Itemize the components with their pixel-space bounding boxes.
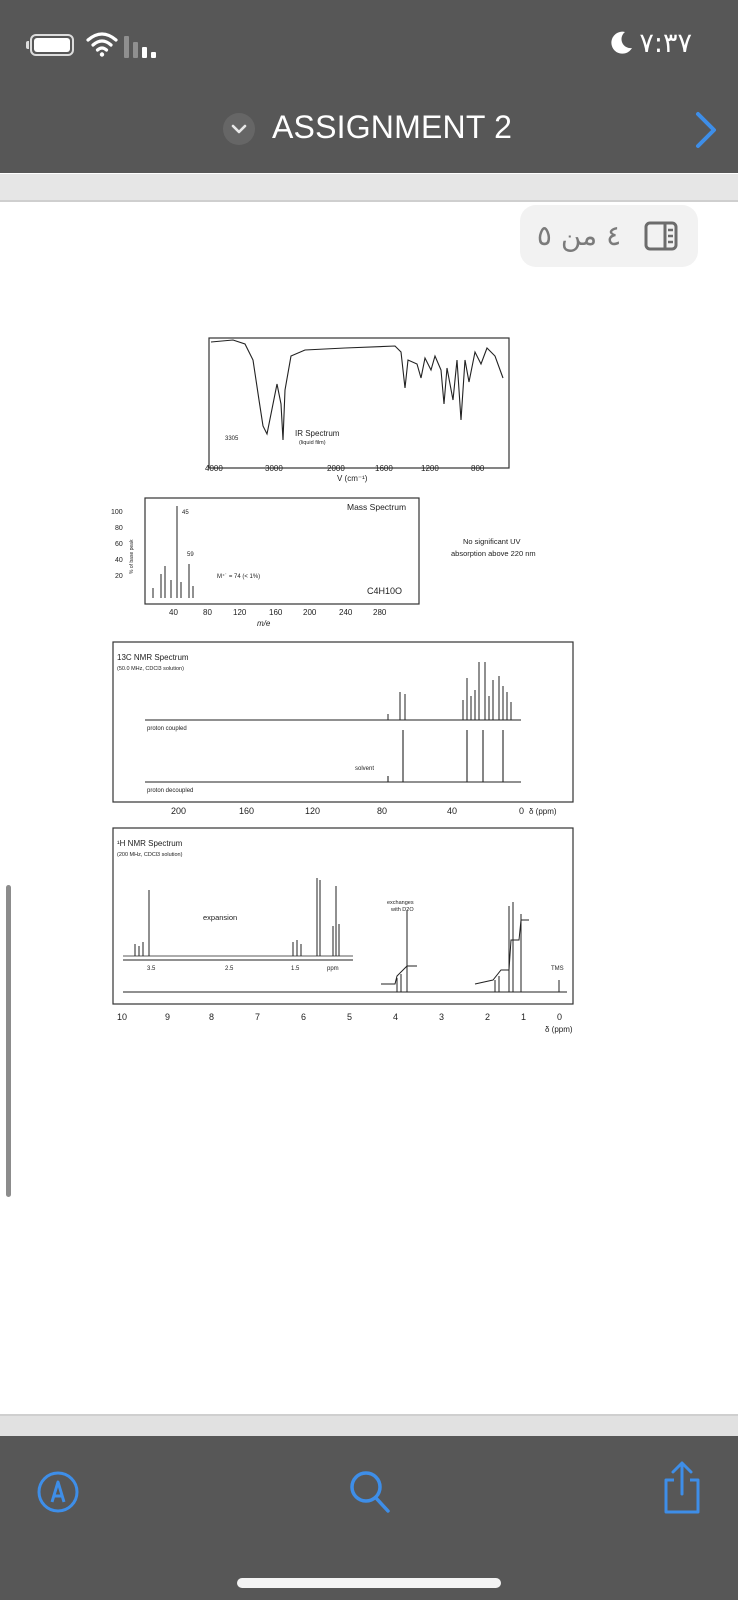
h1-x-tick: 4 <box>393 1012 399 1022</box>
mass-spectrum <box>111 498 419 628</box>
mass-peak-label: 45 <box>182 510 189 516</box>
battery-tip <box>26 41 29 49</box>
chevron-right-icon[interactable] <box>692 110 720 150</box>
page-indicator[interactable] <box>520 205 698 267</box>
mass-x-tick: 120 <box>233 608 247 617</box>
h1-nmr-spectrum <box>113 828 573 1034</box>
document-title[interactable]: ASSIGNMENT 2 <box>272 109 513 145</box>
c13-nmr-spectrum <box>113 642 573 816</box>
mass-y-tick: 40 <box>115 557 123 564</box>
c13-x-axis-label: δ (ppm) <box>529 807 557 816</box>
chevron-down-icon <box>223 113 255 145</box>
share-icon[interactable] <box>660 1460 704 1516</box>
home-indicator[interactable] <box>237 1578 501 1588</box>
ir-x-axis-label: V (cm⁻¹) <box>337 474 368 483</box>
c13-x-tick: 80 <box>377 806 388 816</box>
cellular-signal-icon <box>124 36 160 58</box>
mass-y-tick: 20 <box>115 573 123 580</box>
ir-x-tick: 1600 <box>375 464 393 473</box>
h1-x-tick: 0 <box>557 1012 563 1022</box>
sidebar-thumbnails-icon <box>644 221 678 251</box>
page-top-separator <box>0 174 738 202</box>
h1-expansion-tick: 1.5 <box>291 966 300 972</box>
mass-formula: C4H10O <box>367 586 403 596</box>
h1-x-tick: 5 <box>347 1012 353 1022</box>
mass-y-tick: 80 <box>115 525 123 532</box>
scroll-indicator[interactable] <box>6 885 11 1197</box>
c13-x-tick: 120 <box>305 806 321 816</box>
ir-x-tick: 3000 <box>265 464 283 473</box>
do-not-disturb-moon-icon <box>610 30 634 54</box>
ir-x-tick: 4000 <box>205 464 223 473</box>
uv-note-line-1: No significant UV <box>463 537 521 546</box>
ir-trace <box>211 340 503 440</box>
mass-x-tick: 240 <box>339 608 353 617</box>
spectra-figure-drawing <box>105 330 595 1070</box>
title-menu-button[interactable] <box>223 113 255 145</box>
c13-subtitle: (50.0 MHz, CDCl3 solution) <box>117 666 184 672</box>
h1-exchange-label-1: exchanges <box>387 900 414 906</box>
search-icon[interactable] <box>347 1468 393 1516</box>
mass-x-axis-label: m/e <box>257 619 271 628</box>
ir-x-tick: 800 <box>471 464 485 473</box>
mass-y-axis-label: % of base peak <box>129 539 135 574</box>
page-count-label: ٤ من ٥ <box>536 219 622 252</box>
h1-x-tick: 2 <box>485 1012 491 1022</box>
ir-subtitle: (liquid film) <box>299 440 326 446</box>
mass-title: Mass Spectrum <box>347 502 407 512</box>
ir-spectrum <box>205 338 509 483</box>
spectra-figure <box>105 330 595 1070</box>
h1-tms-label: TMS <box>551 966 564 972</box>
mass-y-tick: 60 <box>115 541 123 548</box>
status-time: ٧:٣٧ <box>639 28 692 59</box>
top-navigation-bar <box>0 0 738 173</box>
page-bottom-separator <box>0 1414 738 1438</box>
wifi-icon <box>86 30 118 58</box>
mass-x-tick: 160 <box>269 608 283 617</box>
h1-x-tick: 9 <box>165 1012 171 1022</box>
c13-x-tick: 40 <box>447 806 458 816</box>
mass-x-tick: 200 <box>303 608 317 617</box>
battery-icon <box>30 34 74 56</box>
mass-x-tick: 40 <box>169 608 178 617</box>
c13-solvent-label: solvent <box>355 766 375 772</box>
ir-peak-label: 3305 <box>225 436 239 442</box>
h1-expansion-tick: ppm <box>327 966 339 972</box>
h1-expansion-tick: 3.5 <box>147 966 156 972</box>
ir-x-tick: 1200 <box>421 464 439 473</box>
c13-x-tick: 0 <box>519 806 525 816</box>
c13-title: 13C NMR Spectrum <box>117 653 189 662</box>
ir-title: IR Spectrum <box>295 429 340 438</box>
ir-x-tick: 2000 <box>327 464 345 473</box>
c13-decoupled-label: proton decoupled <box>147 788 194 794</box>
mass-x-tick: 280 <box>373 608 387 617</box>
h1-x-tick: 1 <box>521 1012 527 1022</box>
mass-x-tick: 80 <box>203 608 212 617</box>
h1-x-axis-label: δ (ppm) <box>545 1025 573 1034</box>
uv-note-line-2: absorption above 220 nm <box>451 549 536 558</box>
h1-expansion-tick: 2.5 <box>225 966 234 972</box>
markup-pen-icon[interactable] <box>36 1470 80 1514</box>
h1-expansion-label: expansion <box>203 913 238 922</box>
h1-exchange-label-2: with D2O <box>391 907 414 913</box>
c13-x-tick: 160 <box>239 806 255 816</box>
mass-peak-label: 59 <box>187 552 194 558</box>
c13-coupled-label: proton coupled <box>147 726 187 732</box>
mass-y-tick: 100 <box>111 509 123 516</box>
h1-subtitle: (200 MHz, CDCl3 solution) <box>117 852 183 858</box>
h1-title: ¹H NMR Spectrum <box>117 839 183 848</box>
h1-x-tick: 8 <box>209 1012 215 1022</box>
mass-molecular-ion: M⁺˙ = 74 (< 1%) <box>217 574 261 580</box>
bottom-toolbar <box>0 1436 738 1600</box>
h1-x-tick: 7 <box>255 1012 261 1022</box>
h1-x-tick: 10 <box>117 1012 128 1022</box>
h1-x-tick: 3 <box>439 1012 445 1022</box>
c13-x-tick: 200 <box>171 806 187 816</box>
h1-x-tick: 6 <box>301 1012 307 1022</box>
